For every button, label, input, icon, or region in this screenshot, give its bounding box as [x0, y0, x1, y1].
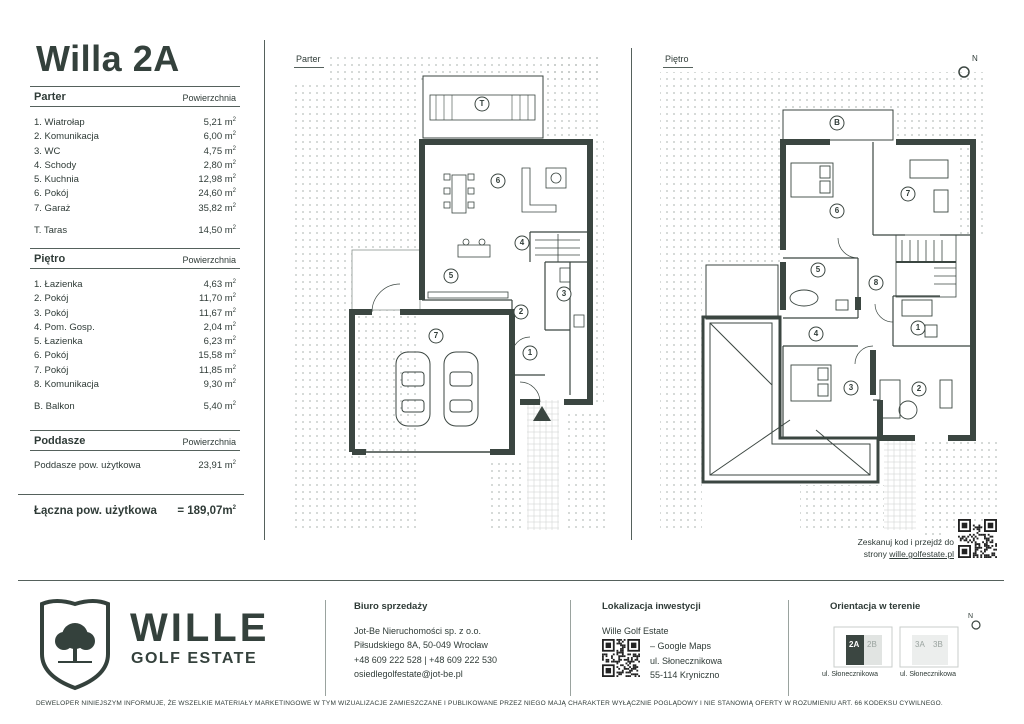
row-value: 23,91 $m^2$: [198, 459, 236, 471]
row-value: 9,30 $m^2$: [203, 378, 236, 391]
row-name: 3. Pokój: [34, 307, 69, 319]
pietro-heading: Piętro: [34, 253, 66, 265]
location-name: Wille Golf Estate: [602, 625, 669, 636]
sales-office-heading: Biuro sprzedaży: [354, 601, 428, 612]
info-line: ul. Słonecznikowa: [650, 655, 723, 666]
page-title: Willa 2A: [36, 38, 180, 79]
divider: [570, 600, 571, 696]
row-name: 7. Garaż: [34, 202, 71, 214]
orientation-label-2b: 2B: [867, 640, 877, 649]
divider: [325, 600, 326, 696]
location-heading: Lokalizacja inwestycji: [602, 601, 701, 612]
row-value: 14,50 $m^2$: [198, 224, 236, 237]
parter-col-heading: Powierzchnia: [182, 93, 236, 103]
row-value: 35,82 $m^2$: [198, 202, 236, 214]
room-number: 4: [813, 329, 819, 338]
row-value: 2,04 $m^2$: [203, 321, 236, 333]
row-name: 8. Komunikacja: [34, 379, 99, 391]
parter-heading: Parter: [34, 91, 66, 103]
info-line: – Google Maps: [650, 641, 712, 651]
logo-subtitle: GOLF ESTATE: [131, 650, 258, 667]
row-value: 11,67 $m^2$: [199, 307, 236, 319]
location: [602, 600, 701, 638]
location-qr-code[interactable]: [602, 639, 640, 677]
row-value: 5,40 $m^2$: [203, 401, 236, 413]
row-name: 4. Pom. Gosp.: [34, 321, 95, 333]
room-number: 5: [448, 271, 454, 280]
row-name: Poddasze pow. użytkowa: [34, 460, 141, 471]
pietro-col-heading: Powierzchnia: [182, 255, 236, 265]
row-name: 7. Pokój: [34, 364, 69, 376]
room-number: 1: [527, 348, 533, 357]
info-line: Piłsudskiego 8A, 50-049 Wrocław: [354, 640, 488, 650]
room-number: 6: [834, 206, 840, 215]
orientation-street-2: ul. Słonecznikowa: [900, 671, 957, 678]
room-number: 2: [916, 384, 922, 393]
orientation-label-3b: 3B: [933, 640, 943, 649]
row-value: 11,85 $m^2$: [199, 364, 236, 376]
row-name: 3. WC: [34, 145, 61, 157]
logo-shield-icon: [36, 596, 114, 692]
row-name: 5. Łazienka: [34, 336, 83, 348]
info-line: +48 609 222 528 | +48 609 222 530: [354, 654, 497, 665]
row-value: 2,80 $m^2$: [203, 159, 236, 171]
room-number: 6: [495, 176, 501, 185]
disclaimer: DEWELOPER NINIEJSZYM INFORMUJE, ŻE WSZELKIE MATERIAŁY MARKETINGOWE W TYM WIZUALIZACJE ZAMIESZCZANE I PUBLIKOWANE PRZEZ NIEGO MAJĄ CHARAKTER WYŁĄCZNIE POGLĄDOWY I NIE STANOWIĄ OFERTY W ROZUMIENIU ART. 66 KODEKSU CYWILNEGO.: [36, 700, 943, 707]
pietro-plan: [660, 67, 1000, 540]
qr-note-line1: Zeskanuj kod i przejdź do: [857, 537, 954, 547]
room-number: 3: [561, 289, 567, 298]
room-number: 8: [873, 278, 879, 287]
total-label: Łączna pow. użytkowa: [34, 505, 157, 517]
room-number: 1: [915, 323, 921, 332]
row-value: 6,23 $m^2$: [203, 336, 236, 348]
row-name: 2. Pokój: [34, 293, 69, 305]
north-label: N: [972, 54, 978, 63]
sales-office: [354, 600, 497, 682]
row-value: 11,70 $m^2$: [199, 293, 236, 305]
orientation-label-2a: 2A: [849, 640, 860, 649]
orientation-label-3a: 3A: [915, 640, 925, 649]
row-value: 4,75 $m^2$: [203, 145, 236, 157]
row-name: 1. Łazienka: [34, 279, 83, 290]
row-name: B. Balkon: [34, 401, 75, 413]
row-value: 4,63 $m^2$: [203, 278, 236, 290]
room-number: 7: [433, 331, 439, 340]
qr-note-line2: strony wille.golfestate.pl: [863, 549, 954, 559]
row-name: T. Taras: [34, 225, 68, 237]
logo-wordmark: WILLE: [130, 606, 270, 650]
row-value: 15,58 $m^2$: [198, 350, 236, 362]
row-value: 5,21 $m^2$: [203, 116, 236, 128]
info-line: Jot-Be Nieruchomości sp. z o.o.: [354, 625, 482, 636]
qr-note: [820, 536, 954, 560]
row-value: 6,00 $m^2$: [203, 131, 236, 143]
row-value: 12,98 $m^2$: [198, 174, 236, 186]
orientation-heading: Orientacja w terenie: [830, 601, 921, 612]
parter-plan-label: Parter: [296, 54, 321, 64]
info-line: 55-114 Kryniczno: [650, 670, 720, 680]
poddasze-col-heading: Powierzchnia: [182, 437, 236, 447]
location-lines: [650, 639, 722, 683]
room-number: 7: [905, 189, 911, 198]
row-value: 24,60 $m^2$: [198, 188, 236, 200]
footer-divider: [18, 580, 1004, 581]
row-name: 6. Pokój: [34, 350, 69, 362]
divider: [788, 600, 789, 696]
room-number: 4: [519, 238, 525, 247]
row-name: 6. Pokój: [34, 188, 69, 200]
orientation-street-1: ul. Słonecznikowa: [822, 671, 879, 678]
website-link[interactable]: wille.golfestate.pl: [889, 549, 954, 559]
room-number: B: [834, 118, 840, 127]
poddasze-heading: Poddasze: [34, 435, 86, 447]
row-name: 5. Kuchnia: [34, 174, 79, 186]
orientation-north-label: N: [968, 613, 974, 620]
room-number: 5: [815, 265, 821, 274]
row-name: 1. Wiatrołap: [34, 117, 85, 128]
total-value: = $189,07m^2$: [177, 505, 236, 517]
row-name: 4. Schody: [34, 159, 77, 171]
row-name: 2. Komunikacja: [34, 131, 99, 143]
pietro-plan-label: Piętro: [665, 54, 689, 64]
room-number: 2: [518, 307, 524, 316]
info-line: osiedlegolfestate@jot-be.pl: [354, 669, 463, 679]
room-number: T: [479, 99, 485, 108]
room-number: 3: [848, 383, 854, 392]
